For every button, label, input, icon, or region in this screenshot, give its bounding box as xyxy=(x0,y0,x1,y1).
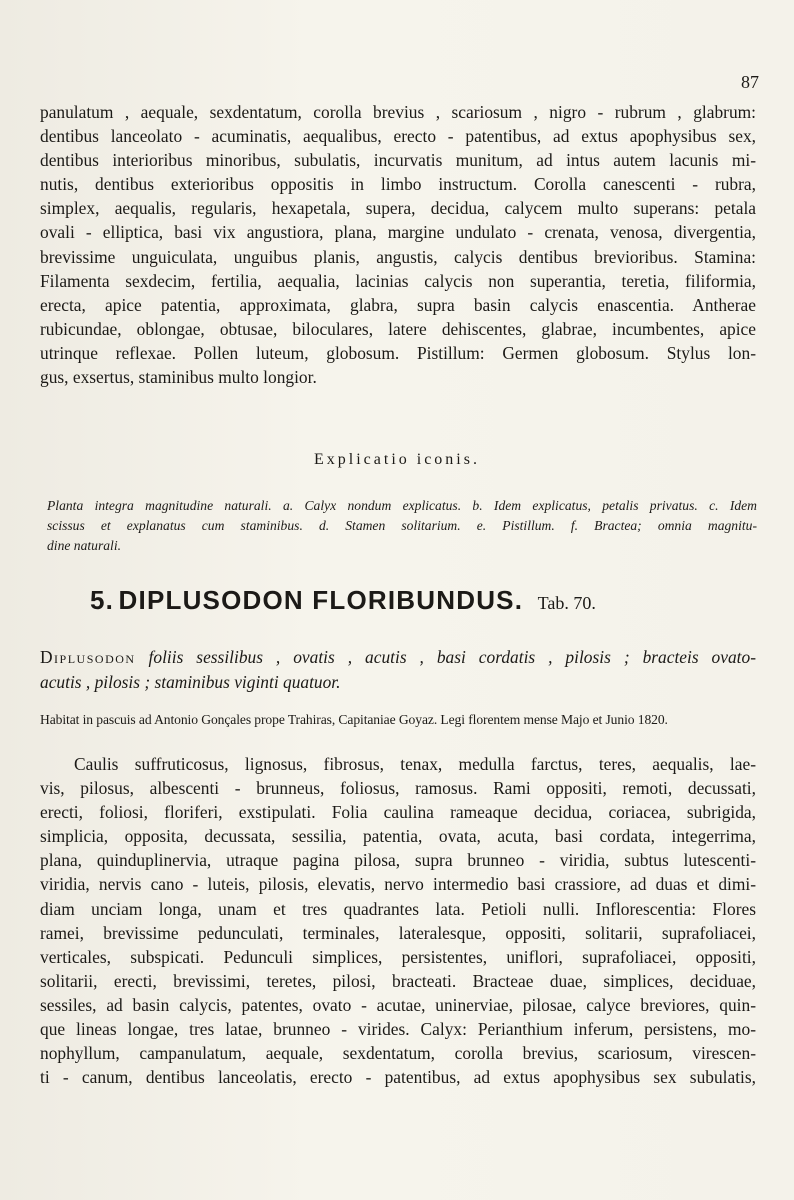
explicatio-text xyxy=(47,496,757,556)
text-line: panulatum , aequale, sexdentatum, corolla brevius , scariosum , nigro - rubrum , glabrum: xyxy=(40,102,756,122)
text-line: Filamenta sexdecim, fertilia, aequalia, lacinias calycis non superantia, teretia, filiformia, xyxy=(40,270,756,291)
top-paragraph xyxy=(40,100,756,389)
text-line: ovali - elliptica, basi vix angustiora, plana, margine undulato - crenata, venosa, divergentia, xyxy=(40,222,756,243)
text-line: ti - canum, dentibus lanceolatis, erecto - patentibus, ad extus apophysibus sex subulatis, xyxy=(40,1067,756,1088)
text-line: viridia, nervis cano - luteis, pilosis, elevatis, nervo intermedio basi crassiore, ad duas et dimi- xyxy=(40,874,756,895)
diagnosis-line xyxy=(40,645,756,670)
text-line: diam unciam longa, unam et tres quadrantes lata. Petioli nulli. Inflorescentia: Flores xyxy=(40,898,756,919)
text-line: Caulis suffruticosus, lignosus, fibrosus, tenax, medulla farctus, teres, aequalis, lae- xyxy=(74,754,756,774)
text-line: nophyllum, campanulatum, aequale, sexdentatum, corolla brevius, scariosum, virescen- xyxy=(40,1043,756,1064)
diagnosis-text: foliis sessilibus , ovatis , acutis , basi cordatis , pilosis ; bracteis ovato- xyxy=(148,647,756,667)
text-line: utrinque reflexae. Pollen luteum, globosum. Pistillum: Germen globosum. Stylus lon- xyxy=(40,342,756,363)
diagnosis-genus: Diplusodon xyxy=(40,647,136,667)
species-number: 5. xyxy=(90,585,115,615)
explicatio-line: Planta integra magnitudine naturali. a. Calyx nondum explicatus. b. Idem explicatus, petalis privatus. c. Idem xyxy=(47,498,757,513)
diagnosis-line: acutis , pilosis ; staminibus viginti quatuor. xyxy=(40,672,341,692)
habitat-note: Habitat in pascuis ad Antonio Gonçales prope Trahiras, Capitaniae Goyaz. Legi florentem mense Majo et Junio 1820. xyxy=(40,712,668,727)
page-number: 87 xyxy=(741,72,759,92)
text-line: simplex, aequalis, regularis, hexapetala, supera, decidua, calycem multo superans: petala xyxy=(40,198,756,219)
text-line: nutis, dentibus exterioribus oppositis in limbo instructum. Corolla canescenti - rubra, xyxy=(40,174,756,195)
text-line: verticales, subspicati. Pedunculi simplices, persistentes, uniflori, suprafoliacei, oppositi, xyxy=(40,946,756,967)
species-title xyxy=(90,585,750,616)
text-line: dentibus lanceolato - acuminatis, aequalibus, erecto - patentibus, ad extus apophysibus sex, xyxy=(40,126,756,147)
text-line: dentibus interioribus minoribus, subulatis, incurvatis munitum, ad intus autem lacunis mi- xyxy=(40,150,756,171)
explicatio-line: scissus et explanatus cum staminibus. d. Stamen solitarium. e. Pistillum. f. Bractea; omnia magnitu- xyxy=(47,518,757,533)
text-line: sessiles, ad basin calycis, patentes, ovato - acutae, uninerviae, pilosae, calyce breviores, quin- xyxy=(40,994,756,1015)
text-line: solitarii, erecti, brevissimi, teretes, pilosi, bracteati. Bracteae duae, simplices, deciduae, xyxy=(40,970,756,991)
diagnosis xyxy=(40,645,756,695)
text-line: brevissime unguiculata, unguibus planis, angustis, calycis dentibus brevioribus. Stamina: xyxy=(40,246,756,267)
text-line: erecti, foliosi, floriferi, exstipulati. Folia caulina rameaque decidua, coriacea, subrigida, xyxy=(40,802,756,823)
text-line: plana, quinduplinervia, utraque pagina pilosa, supra brunneo - viridia, subtus lutescenti- xyxy=(40,850,756,871)
text-line: erecta, apice patentia, approximata, glabra, supra basin calycis enascentia. Antherae xyxy=(40,294,756,315)
text-line: que lineas longae, tres latae, brunneo - virides. Calyx: Perianthium inferum, persistens, mo- xyxy=(40,1019,756,1040)
species-name: DIPLUSODON FLORIBUNDUS. xyxy=(118,585,524,615)
text-line: gus, exsertus, staminibus multo longior. xyxy=(40,367,317,388)
text-line: vis, pilosus, albescenti - brunneus, foliosus, ramosus. Rami oppositi, remoti, decussati, xyxy=(40,778,756,799)
text-line: simplicia, opposita, decussata, sessilia, patentia, ovata, acuta, basi cordata, integerrima, xyxy=(40,826,756,847)
text-line: rubicundae, oblongae, obtusae, biloculares, latere dehiscentes, glabrae, incumbentes, apice xyxy=(40,318,756,339)
text-line: ramei, brevissime pedunculati, terminales, lateralesque, oppositi, solitarii, suprafoliacei, xyxy=(40,922,756,943)
description-text xyxy=(40,752,756,1089)
explicatio-heading: Explicatio iconis. xyxy=(314,451,480,468)
explicatio-line: dine naturali. xyxy=(47,538,122,553)
top-paragraph-text xyxy=(40,100,756,389)
plate-reference: Tab. 70. xyxy=(537,593,596,613)
description-paragraph xyxy=(40,752,756,1089)
